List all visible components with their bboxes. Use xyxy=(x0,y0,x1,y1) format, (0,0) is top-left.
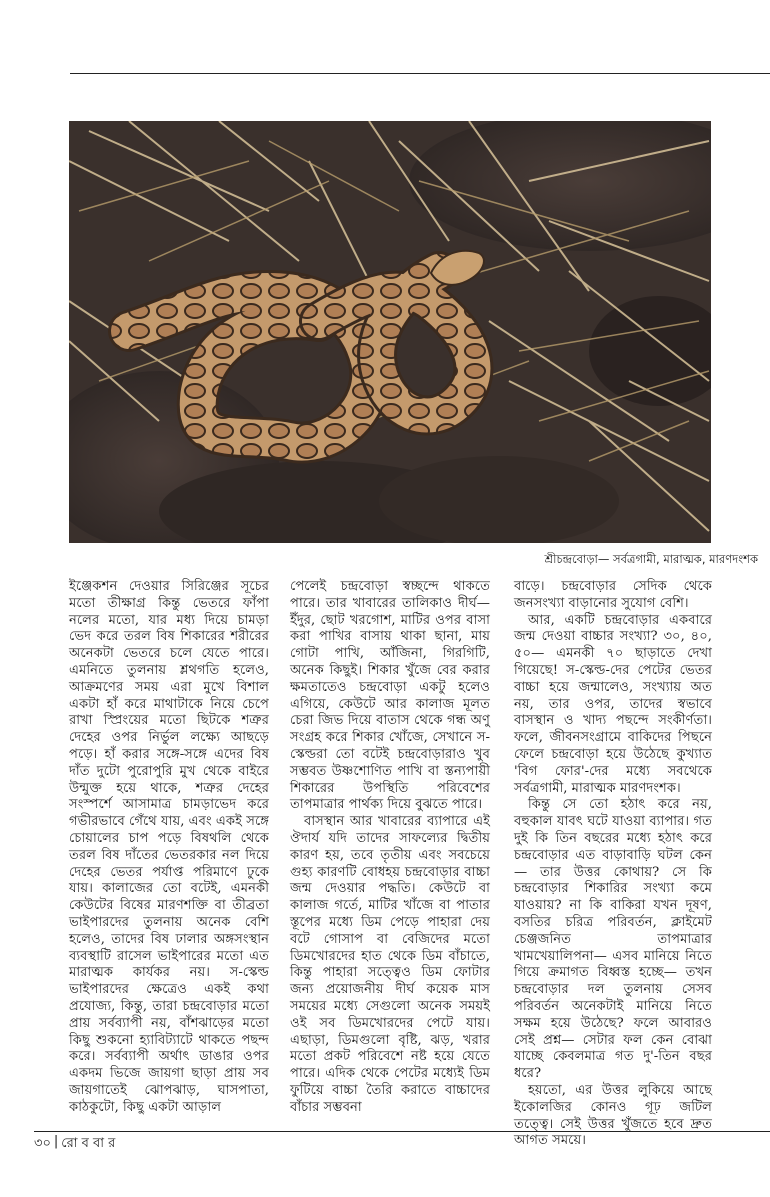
russells-viper-image xyxy=(69,121,711,543)
publication-name: রো ব বা র xyxy=(61,1136,116,1151)
paragraph: পেলেই চন্দ্রবোড়া স্বচ্ছন্দে থাকতে পারে। তার খাবারের তালিকাও দীর্ঘ— ইঁদুর, ছোট খরগোশ, মাটির ওপর বাসা করা পাখির বাসায় থাকা ছানা, মায় গোটা পাখি, আঁজিনা, গিরগিটি, অনেক কিছুই। শিকার খুঁজে বের করার ক্ষমতাতেও চন্দ্রবোড়া একটু হলেও এগিয়ে, কেউটে আর কালাজ মূলত চেরা জিভ দিয়ে বাতাস থেকে গন্ধ অণু সংগ্রহ করে শিকার খোঁজে, সেখানে স-স্কেল্ডরা তো বটেই চন্দ্রবোড়ারাও খুব সম্ভবত উষ্ণশোণিত পাখি বা স্তন্যপায়ী শিকারের উপস্থিতি পরিবেশের তাপমাত্রার পার্থক্য দিয়ে বুঝতে পারে। xyxy=(290,579,490,813)
paragraph: বাসস্থান আর খাবারের ব্যাপারে এই ঔদার্য যদি তাদের সাফল্যের দ্বিতীয় কারণ হয়, তবে তৃতীয় এবং সবচেয়ে গুহ্য কারণটি বোধহয় চন্দ্রবোড়ার বাচ্চা জন্ম দেওয়ার পদ্ধতি। কেউটে বা কালাজ গর্তে, মাটির খাঁজে বা পাতার স্তূপের মধ্যে ডিম পেড়ে পাহারা দেয় বটে গোসাপ বা বেজিদের মতো ডিমখোরদের হাত থেকে ডিম বাঁচাতে, কিন্তু পাহারা সত্ত্বেও ডিম ফোটার জন্য প্রয়োজনীয় দীর্ঘ কয়েক মাস সময়ের মধ্যে সেগুলো অনেক সময়ই ওই সব ডিমখোরদের পেটে যায়। এছাড়া, ডিমগুলো বৃষ্টি, ঝড়, খরার মতো প্রকট পরিবেশে নষ্ট হয়ে যেতে পারে। এদিক থেকে পেটের মধ্যেই ডিম ফুটিয়ে বাচ্চা তৈরি করাতে বাচ্চাদের বাঁচার সম্ভবনা xyxy=(290,814,490,1115)
paragraph: কিন্তু সে তো হঠাৎ করে নয়, বহুকাল যাবৎ ঘটে যাওয়া ব্যাপার। গত দুই কি তিন বছরের মধ্যে হঠাৎ করে চন্দ্রবোড়ার এত বাড়াবাড়ি ঘটল কেন— তার উত্তর কোথায়? সে কি চন্দ্রবোড়ার শিকারির সংখ্যা কমে যাওয়ায়? না কি বাকিরা যখন দূষণ, বসতির চরিত্র পরিবর্তন, ক্লাইমেট চেঞ্জজনিত তাপমাত্রার খামখেয়ালিপনা— এসব মানিয়ে নিতে গিয়ে ক্রমাগত বিধ্বস্ত হচ্ছে— তখন চন্দ্রবোড়ার দল তুলনায় সেসব পরিবর্তন অনেকটাই মানিয়ে নিতে সক্ষম হয়ে উঠেছে? ফলে আবারও সেই প্রশ্ন— সেটার ফল কেন বোঝা যাচ্ছে কেবলমাত্র গত দু'-তিন বছর ধরে? xyxy=(514,797,712,1082)
footer-rule xyxy=(34,1131,770,1132)
page-number: ৩০ xyxy=(34,1136,51,1151)
paragraph: বাড়ে। চন্দ্রবোড়ার সেদিক থেকে জনসংখ্যা বাড়ানোর সুযোগ বেশি। xyxy=(514,579,712,611)
photo-caption: শ্রীচন্দ্রবোড়া— সর্বত্রগামী, মারাত্মক, মারণদংশক xyxy=(544,552,758,566)
snake-photo xyxy=(69,121,711,543)
page-footer xyxy=(34,1134,115,1155)
paragraph: আর, একটি চন্দ্রবোড়ার একবারে জন্ম দেওয়া বাচ্চার সংখ্যা? ৩০, ৪০, ৫০— এমনকী ৭০ ছাড়াতে দেখা গিয়েছে! স-স্কেল্ড-দের পেটের ভেতর বাচ্চা হয়ে জন্মালেও, সংখ্যায় অত নয়, তার ওপর, তাদের স্বভাবে বাসস্থান ও খাদ্য পছন্দে সংকীর্ণতা। ফলে, জীবনসংগ্রামে বাকিদের পিছনে ফেলে চন্দ্রবোড়া হয়ে উঠেছে কুখ্যাত 'বিগ ফোর'-দের মধ্যে সবথেকে সর্বত্রগামী, মারাত্মক মারণদংশক। xyxy=(514,612,712,796)
article-column-2 xyxy=(290,579,490,1117)
paragraph: হয়তো, এর উত্তর লুকিয়ে আছে ইকোলজির কোনও গূঢ় জটিল তত্ত্বে। সেই উত্তর খুঁজতে হবে দ্রুত আগত সময়ে। xyxy=(514,1082,712,1149)
paragraph: ইঞ্জেকশন দেওয়ার সিরিঞ্জের সূচের মতো তীক্ষাগ্র কিন্তু ভেতরে ফাঁপা নলের মতো, যার মধ্য দিয়ে চামড়া ভেদ করে তরল বিষ শিকারের শরীরের অনেকটা ভেতরে চলে যেতে পারে। এমনিতে তুলনায় শ্লথগতি হলেও, আক্রমণের সময় এরা মুখে বিশাল একটা হাঁ করে মাথাটাকে নিয়ে চেপে রাখা স্প্রিংয়ের মতো ছিটকে শত্রুর দেহের ওপর নির্ভুল লক্ষ্যে আছড়ে পড়ে। হাঁ করার সঙ্গে-সঙ্গে এদের বিষ দাঁত দুটো পুরোপুরি মুখ থেকে বাইরে উন্মুক্ত হয়ে থাকে, শত্রুর দেহের সংস্পর্শে আসামাত্র চামড়াভেদ করে গভীরভাবে গেঁথে যায়, এবং একই সঙ্গে চোয়ালের চাপ পড়ে বিষথলি থেকে তরল বিষ দাঁতের ভেতরকার নল দিয়ে দেহের ভেতর পর্যাপ্ত পরিমাণে ঢুকে যায়। কালাজের তো বটেই, এমনকী কেউটের বিষের মারণশক্তি বা তীব্রতা ভাইপারদের তুলনায় অনেক বেশি হলেও, তাদের বিষ ঢালার অঙ্গসংস্থান ব্যবস্থাটি রাসেল ভাইপারের মতো এত মারাত্মক কার্যকর নয়। স-স্কেল্ড ভাইপারদের ক্ষেত্রেও একই কথা প্রযোজ্য, কিন্তু, তারা চন্দ্রবোড়ার মতো প্রায় সর্বব্যাপী নয়, বাঁশঝাড়ের মতো কিছু শুকনো হ্যাবিট্যাটে থাকতে পছন্দ করে। সর্বব্যাপী অর্থাৎ ডাঙার ওপর একদম ভিজে জায়গা ছাড়া প্রায় সব জায়গাতেই ঝোপঝাড়, ঘাসপাতা, কাঠকুটো, কিছু একটা আড়াল xyxy=(69,579,269,1115)
article-column-1 xyxy=(69,579,269,1117)
top-rule xyxy=(70,73,770,74)
footer-separator: | xyxy=(53,1134,59,1149)
article-column-3 xyxy=(514,579,712,1150)
